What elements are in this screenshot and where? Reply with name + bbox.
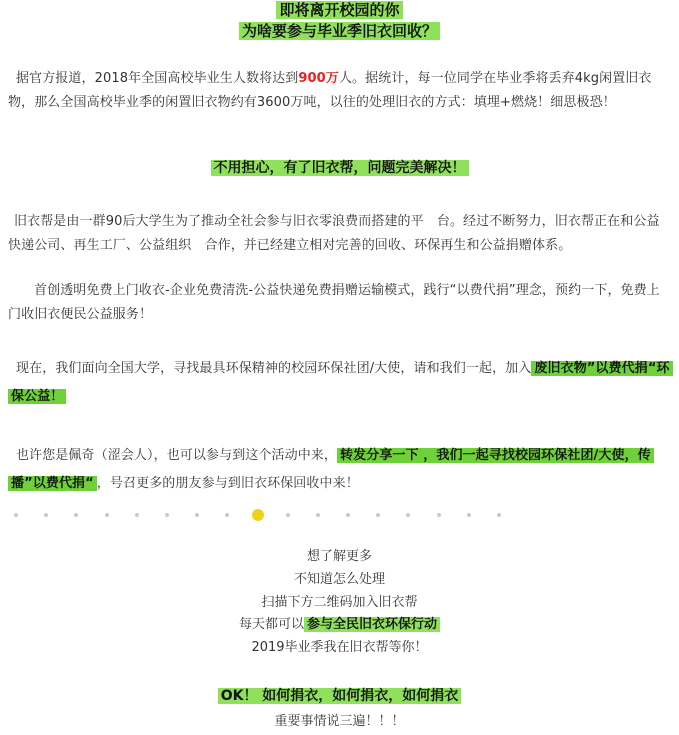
recruit-prefix: 现在，我们面向全国大学，寻找最具环保精神的校园环保社团/大使，请和我们一起，加入 bbox=[16, 361, 532, 376]
carousel-dot-active[interactable] bbox=[252, 509, 264, 521]
closing-line5: 2019毕业季我在旧衣帮等你！ bbox=[251, 640, 428, 655]
closing-line3: 扫描下方二维码加入旧衣帮 bbox=[261, 595, 418, 610]
cta-highlight: OK！ 如何捐衣，如何捐衣，如何捐衣 bbox=[218, 688, 462, 704]
carousel-dot[interactable] bbox=[135, 513, 139, 517]
carousel-dot[interactable] bbox=[74, 513, 78, 517]
about-p2-text: 首创透明免费上门收衣-企业免费清洗-公益快递免费捐赠运输模式，践行“以费代捐”理念，预约一下，免费上门收旧衣便民公益服务！ bbox=[8, 283, 660, 322]
closing-line2: 不知道怎么处理 bbox=[293, 572, 385, 587]
intro-suffix: 人。据统计，每一位同学在毕业季将丢弃4kg闲置旧衣物，那么全国高校毕业季的闲置旧衣物约有3600万吨，以往的处理旧衣的方式：填埋+燃烧！细思极恐！ bbox=[8, 71, 652, 110]
closing-line1: 想了解更多 bbox=[306, 549, 372, 564]
about-paragraph-2 bbox=[8, 279, 670, 327]
share-highlight: 转发分享一下 ，我们一起寻找校园环保社团/大使，传播”以费代捐“ bbox=[8, 448, 654, 491]
page-title-line2 bbox=[0, 21, 679, 42]
carousel-dot[interactable] bbox=[406, 513, 410, 517]
about-paragraph-1 bbox=[8, 210, 670, 258]
closing-line4 bbox=[0, 613, 679, 636]
closing-line4-prefix: 每天都可以 bbox=[238, 617, 304, 632]
recruit-paragraph bbox=[8, 355, 670, 411]
page-title-line1 bbox=[0, 0, 679, 21]
share-suffix: ，号召更多的朋友参与到旧衣环保回收中来！ bbox=[96, 476, 359, 491]
title-line2-highlight: 为啥要参与毕业季旧衣回收？ bbox=[239, 22, 440, 40]
intro-prefix: 据官方报道，2018年全国高校毕业生人数将达到 bbox=[16, 71, 299, 86]
solution-highlight: 不用担心，有了旧衣帮，问题完美解决！ bbox=[211, 160, 469, 176]
carousel-dot[interactable] bbox=[286, 513, 290, 517]
cta-line bbox=[0, 685, 679, 708]
carousel-dot[interactable] bbox=[376, 513, 380, 517]
carousel-dot[interactable] bbox=[14, 513, 18, 517]
carousel-dot[interactable] bbox=[437, 513, 441, 517]
carousel-dot[interactable] bbox=[105, 513, 109, 517]
carousel-dot[interactable] bbox=[195, 513, 199, 517]
recruit-highlight: 废旧衣物”以费代捐“环保公益！ bbox=[8, 361, 673, 404]
carousel-dot[interactable] bbox=[346, 513, 350, 517]
carousel-dot[interactable] bbox=[497, 513, 501, 517]
closing-line4-highlight: 参与全民旧衣环保行动 bbox=[304, 617, 440, 632]
carousel-dot[interactable] bbox=[44, 513, 48, 517]
share-paragraph bbox=[8, 442, 670, 498]
carousel-dots bbox=[14, 507, 514, 523]
intro-highlight-number: 900万 bbox=[298, 71, 339, 86]
about-p1-text: 旧衣帮是由一群90后大学生为了推动全社会参与旧衣零浪费而搭建的平 台。经过不断努力，旧衣帮正在和公益快递公司、再生工厂、公益组织 合作，并已经建立相对完善的回收、环保再生和公益捐赠体系。 bbox=[8, 214, 660, 253]
share-prefix: 也许您是佩奇（涩会人），也可以参与到这个活动中来， bbox=[16, 448, 338, 463]
repeat-note: 重要事情说三遍！！！ bbox=[274, 714, 405, 729]
solution-line bbox=[0, 157, 679, 180]
title-line1-highlight: 即将离开校园的你 bbox=[276, 1, 402, 19]
carousel-dot[interactable] bbox=[225, 513, 229, 517]
carousel-dot[interactable] bbox=[316, 513, 320, 517]
carousel-dot[interactable] bbox=[467, 513, 471, 517]
carousel-dot[interactable] bbox=[165, 513, 169, 517]
intro-paragraph bbox=[8, 67, 670, 115]
